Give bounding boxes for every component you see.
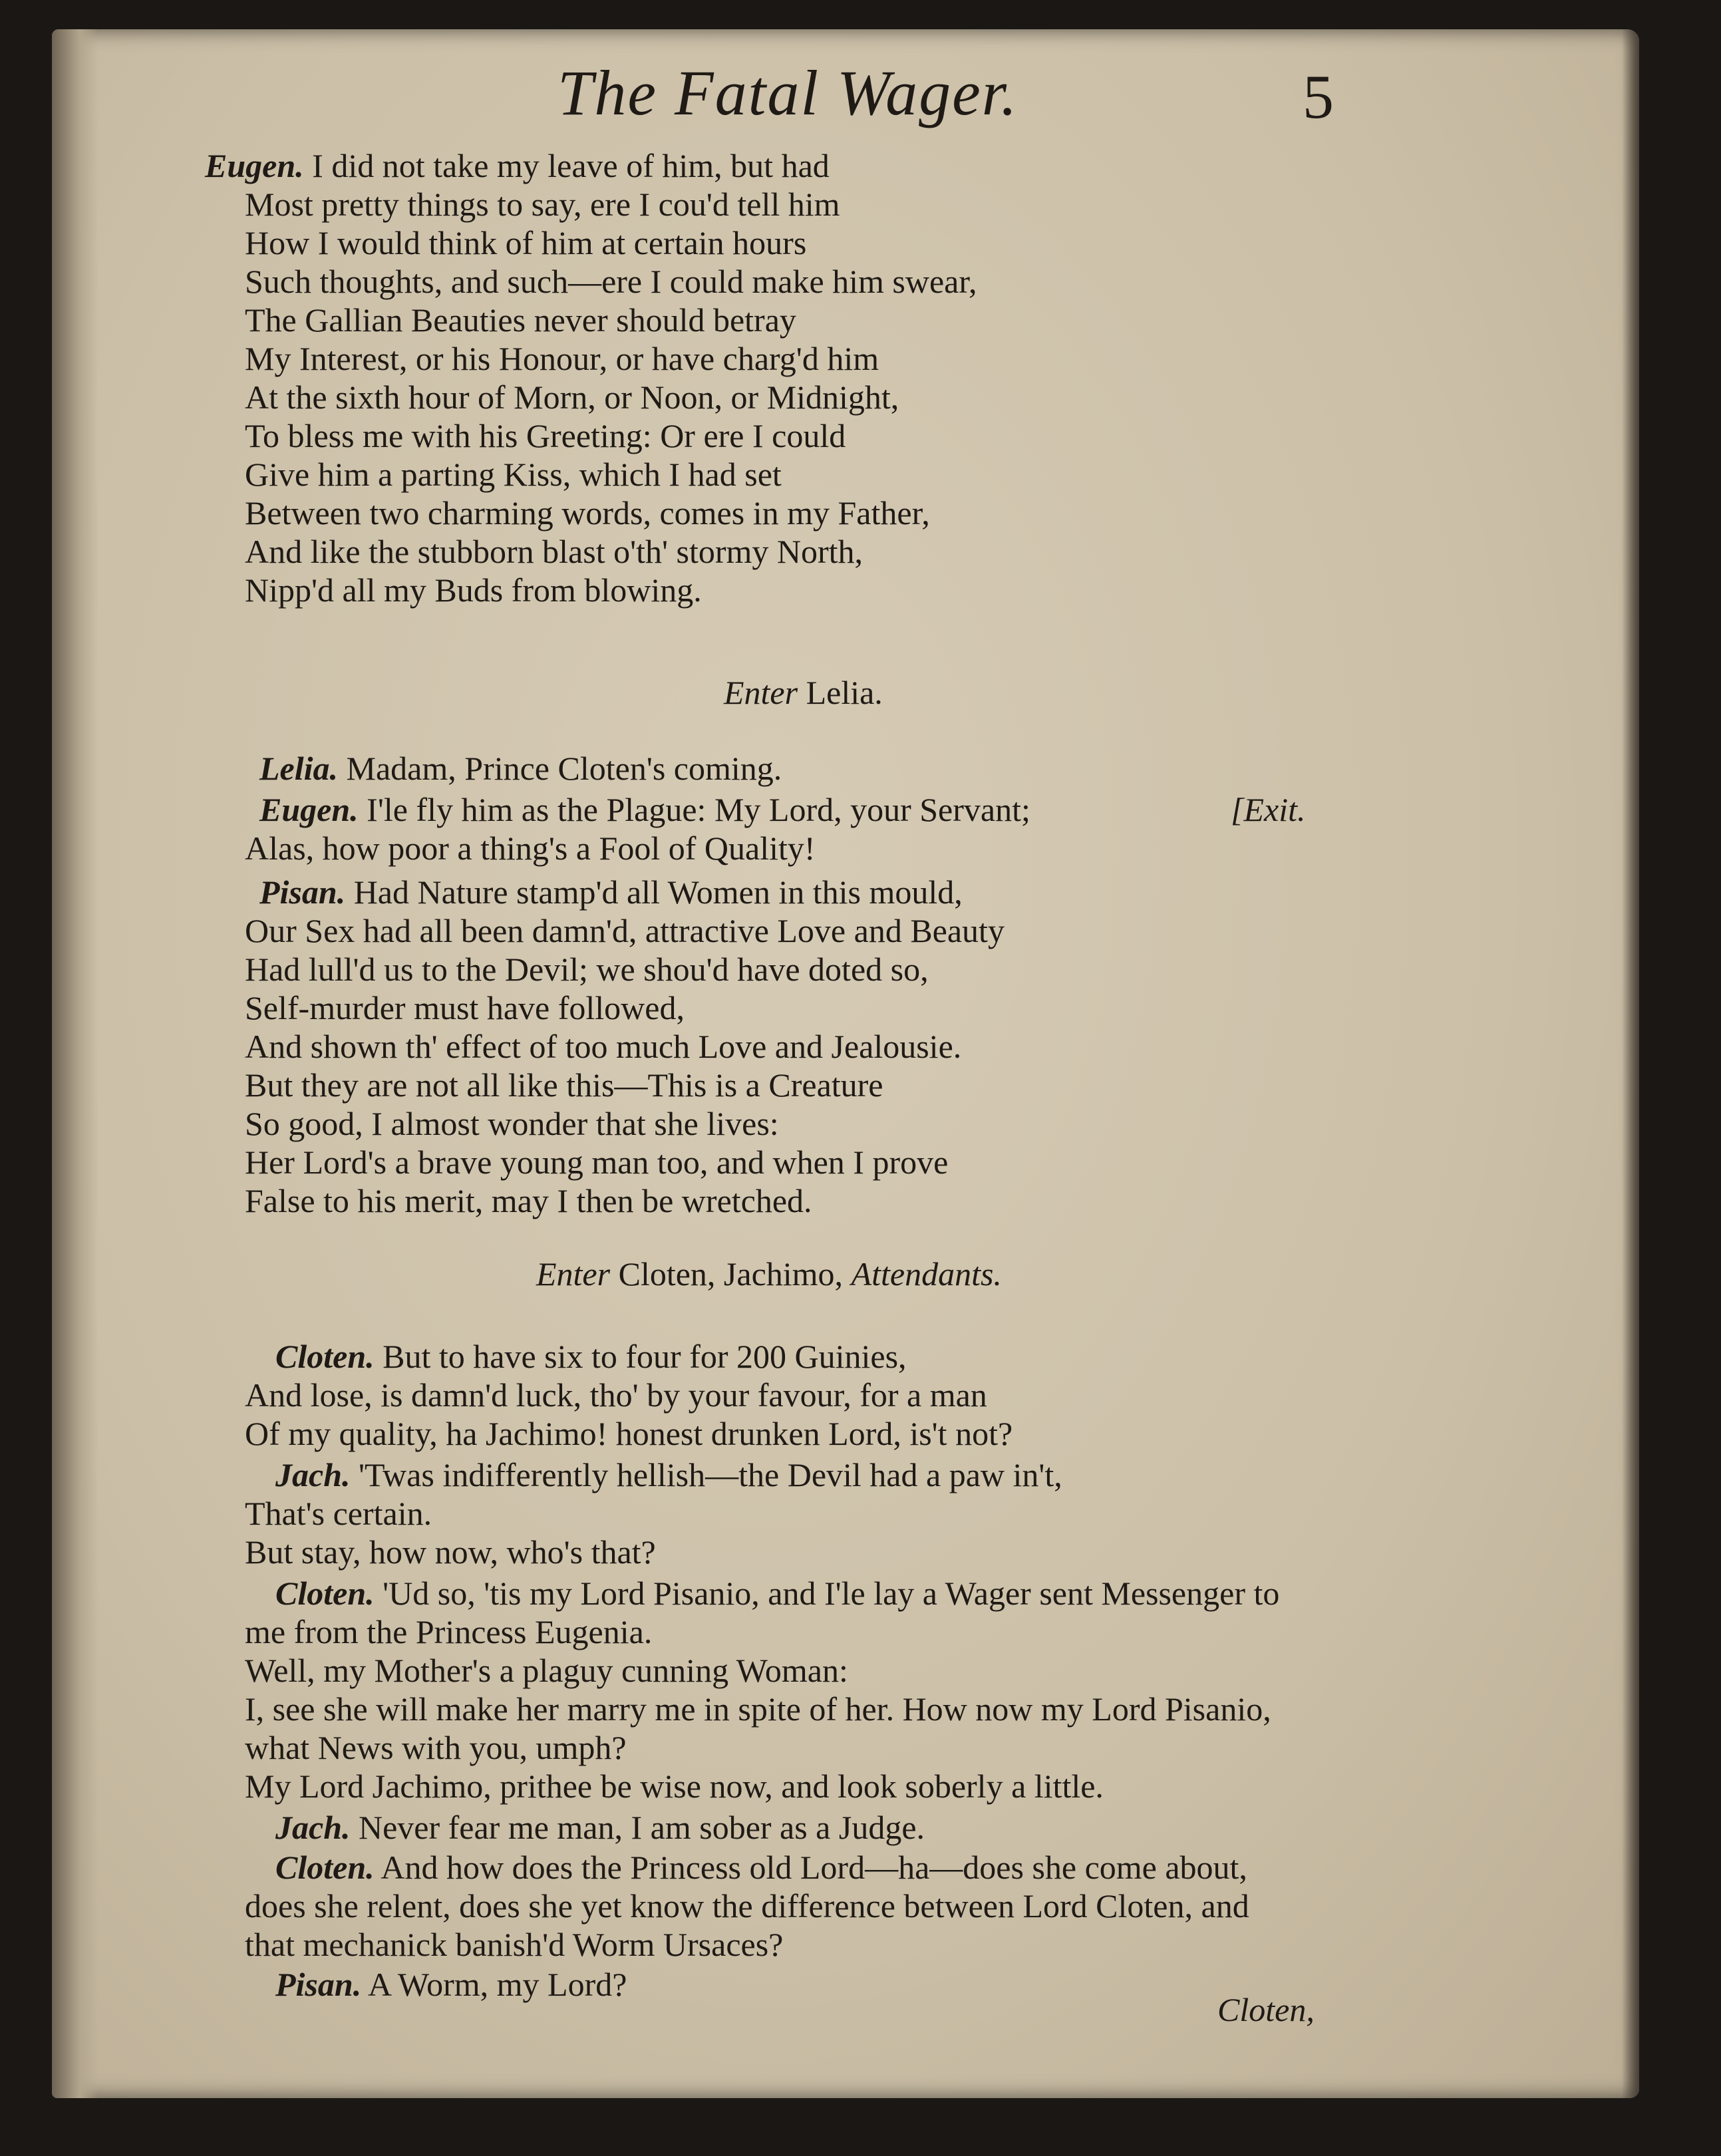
line-text: that mechanick banish'd Worm Ursaces?: [245, 1926, 784, 1963]
line-text: Our Sex had all been damn'd, attractive Love and Beauty: [245, 912, 1005, 949]
verse-line: [275, 1456, 1062, 1494]
line-text: Self-murder must have followed,: [245, 989, 685, 1026]
verse-line: [245, 185, 840, 224]
stage-direction-enter: [536, 1255, 1002, 1293]
line-text: To bless me with his Greeting: Or ere I could: [245, 417, 846, 454]
verse-line: [245, 1613, 652, 1651]
verse-line: [245, 494, 930, 532]
line-text: Nipp'd all my Buds from blowing.: [245, 571, 702, 609]
speaker-label: Cloten.: [275, 1575, 375, 1612]
verse-line: [275, 1848, 1247, 1887]
verse-line: [245, 1376, 987, 1414]
line-text: does she relent, does she yet know the difference between Lord Cloten, and: [245, 1887, 1249, 1925]
page-gutter-shadow: [52, 29, 98, 2098]
line-text: Alas, how poor a thing's a Fool of Quality!: [245, 830, 816, 867]
verse-line: [245, 532, 863, 571]
verse-line: [245, 989, 685, 1027]
verse-line: [245, 1143, 948, 1181]
stage-direction-enter: [724, 673, 883, 712]
verse-line: [245, 455, 782, 494]
verse-line: [259, 749, 782, 788]
verse-line: [275, 1965, 627, 2004]
verse-line: [275, 1808, 925, 1847]
line-text: I did not take my leave of him, but had: [312, 147, 830, 184]
page-edge-shadow: [1622, 29, 1639, 2098]
line-text: But to have six to four for 200 Guinies,: [383, 1338, 907, 1375]
verse-line: [245, 1767, 1104, 1805]
book-page: [52, 29, 1639, 2098]
character-names: Lelia.: [806, 674, 883, 711]
verse-line: [245, 378, 899, 416]
line-text: Of my quality, ha Jachimo! honest drunken Lord, is't not?: [245, 1415, 1013, 1452]
verse-line: [245, 301, 796, 339]
enter-label: Enter: [536, 1255, 611, 1293]
line-text: A Worm, my Lord?: [367, 1966, 627, 2003]
line-text: 'Twas indifferently hellish—the Devil had a paw in't,: [359, 1456, 1062, 1493]
line-text: I'le fly him as the Plague: My Lord, your Servant;: [367, 791, 1030, 828]
line-text: That's certain.: [245, 1495, 432, 1532]
line-text: Had lull'd us to the Devil; we shou'd have doted so,: [245, 951, 929, 988]
line-text: So good, I almost wonder that she lives:: [245, 1105, 779, 1142]
line-text: And lose, is damn'd luck, tho' by your favour, for a man: [245, 1376, 987, 1414]
line-text: I, see she will make her marry me in spite of her. How now my Lord Pisanio,: [245, 1690, 1271, 1728]
speaker-label: Cloten.: [275, 1849, 375, 1886]
verse-line: [245, 1494, 432, 1533]
verse-line: [245, 1651, 848, 1690]
verse-line: [245, 1533, 656, 1571]
verse-line: [245, 1690, 1271, 1728]
speaker-label: Lelia.: [259, 750, 339, 787]
speaker-label: Jach.: [275, 1456, 351, 1493]
verse-line: [245, 224, 806, 262]
line-text: Give him a parting Kiss, which I had set: [245, 456, 782, 493]
line-text: But they are not all like this—This is a Creature: [245, 1066, 883, 1104]
verse-line: [245, 1104, 779, 1143]
verse-line: [245, 339, 879, 378]
speaker-label: Jach.: [275, 1809, 351, 1846]
line-text: Well, my Mother's a plaguy cunning Woman:: [245, 1652, 848, 1689]
verse-line: [275, 1574, 1279, 1613]
verse-line: [245, 262, 977, 301]
running-title: The Fatal Wager.: [557, 57, 1018, 128]
enter-label: Enter: [724, 674, 798, 711]
catchword: Cloten,: [1217, 1991, 1315, 2028]
line-text: And how does the Princess old Lord—ha—does she come about,: [381, 1849, 1247, 1886]
line-text: Never fear me man, I am sober as a Judge.: [359, 1809, 925, 1846]
verse-line: [205, 146, 830, 185]
line-text: Had Nature stamp'd all Women in this mould,: [353, 873, 963, 911]
verse-line: [245, 1887, 1249, 1925]
verse-line: [245, 1027, 961, 1066]
verse-line: [245, 829, 816, 867]
speaker-label: Eugen.: [205, 147, 304, 184]
page-number: 5: [1303, 63, 1334, 132]
line-text: Such thoughts, and such—ere I could make him swear,: [245, 263, 977, 300]
line-text: My Interest, or his Honour, or have charg'd him: [245, 340, 879, 377]
line-text: And shown th' effect of too much Love and Jealousie.: [245, 1028, 962, 1065]
line-text: Madam, Prince Cloten's coming.: [346, 750, 782, 787]
verse-line: [259, 790, 1030, 829]
verse-line: [275, 1337, 907, 1376]
speaker-label: Pisan.: [275, 1966, 362, 2003]
line-text: False to his merit, may I then be wretched.: [245, 1182, 812, 1219]
verse-line: [245, 1925, 783, 1964]
speaker-label: Eugen.: [259, 791, 359, 828]
line-text: But stay, how now, who's that?: [245, 1533, 656, 1571]
speaker-label: Cloten.: [275, 1338, 375, 1375]
speaker-label: Pisan.: [259, 873, 346, 911]
line-text: Between two charming words, comes in my Father,: [245, 494, 930, 532]
line-text: me from the Princess Eugenia.: [245, 1613, 653, 1650]
verse-line: [245, 1728, 627, 1767]
line-text: Her Lord's a brave young man too, and when I prove: [245, 1144, 949, 1181]
verse-line: [259, 873, 963, 911]
verse-line: [245, 911, 1005, 950]
verse-line: [245, 1066, 883, 1104]
line-text: 'Ud so, 'tis my Lord Pisanio, and I'le lay a Wager sent Messenger to: [383, 1575, 1280, 1612]
line-text: How I would think of him at certain hours: [245, 224, 807, 261]
verse-line: [245, 950, 929, 989]
stage-direction-exit: [Exit.: [1231, 791, 1306, 828]
verse-line: [245, 571, 702, 609]
line-text: And like the stubborn blast o'th' stormy North,: [245, 533, 863, 570]
verse-line: [245, 416, 846, 455]
line-text: Most pretty things to say, ere I cou'd tell him: [245, 186, 840, 223]
character-names: Cloten, Jachimo,: [618, 1255, 844, 1293]
line-text: what News with you, umph?: [245, 1729, 627, 1766]
line-text: At the sixth hour of Morn, or Noon, or Midnight,: [245, 379, 899, 416]
verse-line: [245, 1414, 1013, 1453]
verse-line: [245, 1181, 812, 1220]
line-text: My Lord Jachimo, prithee be wise now, and look soberly a little.: [245, 1768, 1104, 1805]
line-text: The Gallian Beauties never should betray: [245, 301, 796, 339]
attendants-label: Attendants.: [851, 1255, 1002, 1293]
